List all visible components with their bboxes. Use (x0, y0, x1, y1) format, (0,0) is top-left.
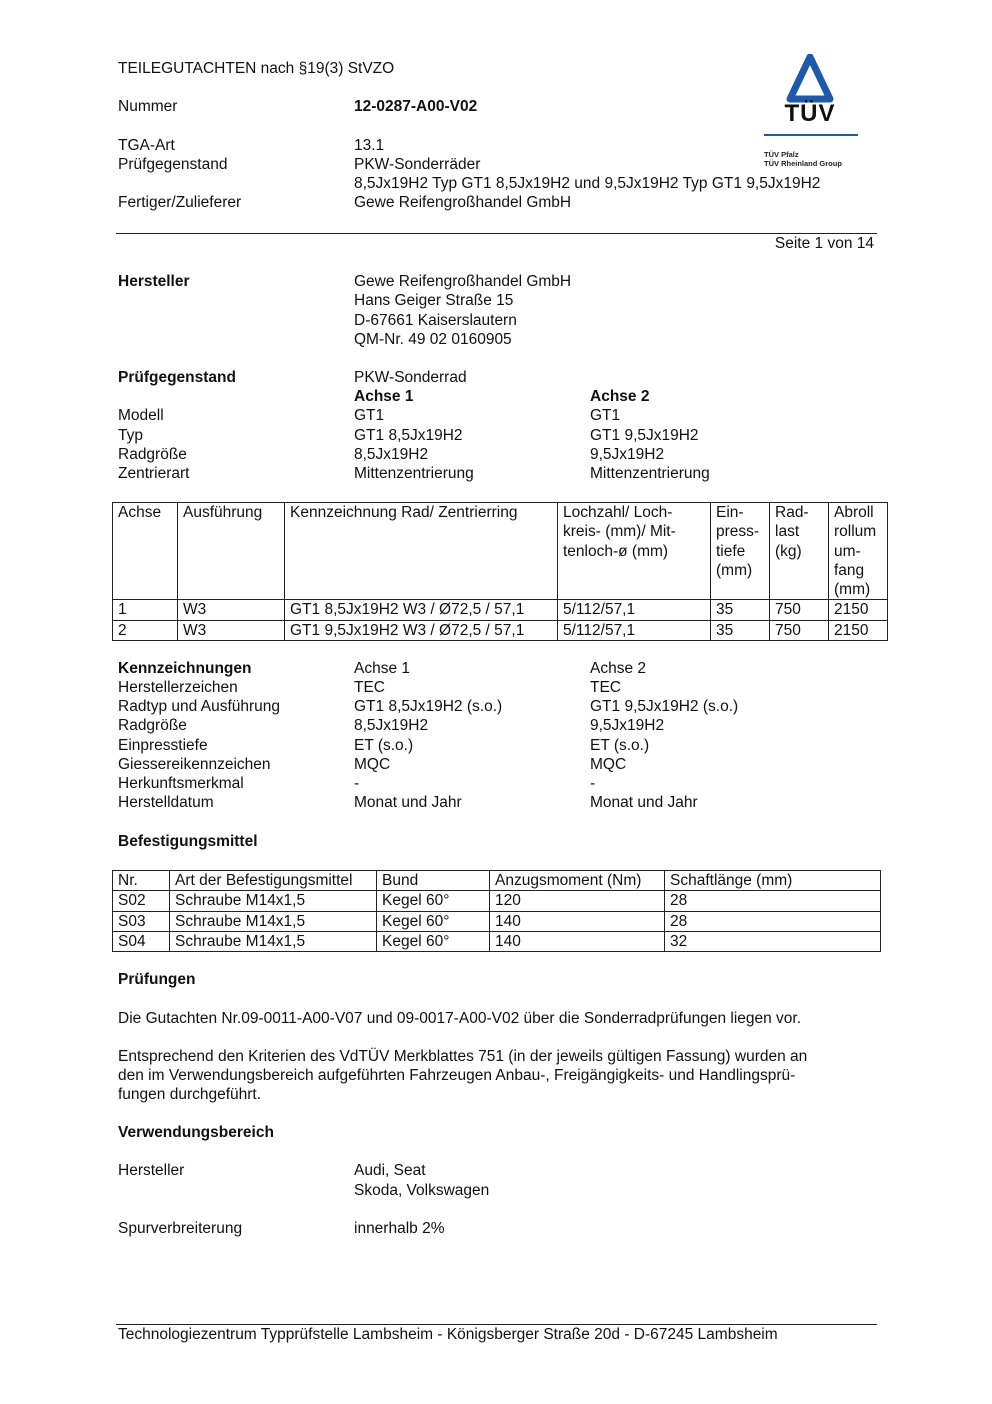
table-cell: 750 (770, 600, 829, 620)
table-header-cell: Achse (113, 503, 178, 600)
kennz-label: Radgröße (118, 717, 187, 734)
spurverbreiterung-label: Spurverbreiterung (118, 1220, 243, 1237)
befestigung-table (112, 870, 881, 952)
table-header-cell: Art der Befestigungsmittel (170, 871, 377, 891)
modell-achse2: GT1 (590, 407, 621, 424)
table-header-cell: Abroll rollum um- fang (mm) (829, 503, 888, 600)
table-header-row (113, 503, 888, 600)
kennz-achse2: GT1 9,5Jx19H2 (s.o.) (590, 698, 739, 715)
table-cell: 750 (770, 620, 829, 640)
table-row (113, 911, 881, 931)
table-cell: Schraube M14x1,5 (170, 931, 377, 951)
zentrierart-achse2: Mittenzentrierung (590, 465, 710, 482)
document-title: TEILEGUTACHTEN nach §19(3) StVZO (118, 60, 395, 77)
table-header-cell: Nr. (113, 871, 170, 891)
modell-label: Modell (118, 407, 164, 424)
table-cell: 5/112/57,1 (558, 600, 711, 620)
nummer-label: Nummer (118, 98, 178, 115)
kennz-label: Herstellerzeichen (118, 679, 238, 696)
table-header-cell: Lochzahl/ Loch- kreis- (mm)/ Mit- tenloch-ø (mm) (558, 503, 711, 600)
kennz-achse1: - (354, 775, 360, 792)
table-header-cell: Bund (377, 871, 490, 891)
tuev-logo-sub1: TÜV Pfalz (764, 150, 799, 159)
radgroesse-label: Radgröße (118, 446, 187, 463)
table-cell: 140 (490, 911, 665, 931)
fertiger-label: Fertiger/Zulieferer (118, 194, 242, 211)
table-cell: S02 (113, 891, 170, 911)
kennz-achse2-heading: Achse 2 (590, 660, 647, 677)
kennz-achse2: 9,5Jx19H2 (590, 717, 665, 734)
kennzeichnungen-heading: Kennzeichnungen (118, 660, 252, 677)
table-cell: 2 (113, 620, 178, 640)
achse2-heading: Achse 2 (590, 388, 650, 405)
table-row (113, 891, 881, 911)
table-header-cell: Ein- press- tiefe (mm) (711, 503, 770, 600)
footer-text: Technologiezentrum Typprüfstelle Lambsheim - Königsberger Straße 20d - D-67245 Lambsheim (118, 1326, 778, 1343)
table-cell: Schraube M14x1,5 (170, 911, 377, 931)
pruefungen-heading: Prüfungen (118, 971, 196, 988)
table-header-row (113, 871, 881, 891)
table-cell: 28 (665, 891, 881, 911)
zentrierart-achse1: Mittenzentrierung (354, 465, 474, 482)
hersteller-heading: Hersteller (118, 273, 190, 290)
table-cell: S03 (113, 911, 170, 931)
kennz-achse2: Monat und Jahr (590, 794, 698, 811)
befestigung-heading: Befestigungsmittel (118, 833, 258, 850)
kennz-achse1: Monat und Jahr (354, 794, 462, 811)
kennz-achse1: GT1 8,5Jx19H2 (s.o.) (354, 698, 503, 715)
table-cell: 5/112/57,1 (558, 620, 711, 640)
verwendung-hersteller-line: Audi, Seat (354, 1162, 426, 1179)
table-cell: Kegel 60° (377, 931, 490, 951)
radgroesse-achse2: 9,5Jx19H2 (590, 446, 665, 463)
kennz-achse2: TEC (590, 679, 621, 696)
tga-art-value: 13.1 (354, 137, 385, 154)
table-cell: 35 (711, 620, 770, 640)
table-cell: 2150 (829, 620, 888, 640)
page-info: Seite 1 von 14 (774, 235, 874, 252)
tuev-triangle-icon (760, 54, 860, 104)
table-cell: 1 (113, 600, 178, 620)
tuev-logo-sub2: TÜV Rheinland Group (764, 159, 842, 168)
tuev-logo (760, 54, 860, 172)
verwendung-hersteller-line: Skoda, Volkswagen (354, 1182, 490, 1199)
hersteller-line: Hans Geiger Straße 15 (354, 292, 514, 309)
table-header-cell: Schaftlänge (mm) (665, 871, 881, 891)
fertiger-value: Gewe Reifengroßhandel GmbH (354, 194, 572, 211)
kennz-label: Giessereikennzeichen (118, 756, 271, 773)
nummer-value: 12-0287-A00-V02 (354, 98, 478, 115)
table-cell: GT1 9,5Jx19H2 W3 / Ø72,5 / 57,1 (285, 620, 558, 640)
table-header-cell: Kennzeichnung Rad/ Zentrierring (285, 503, 558, 600)
tga-art-label: TGA-Art (118, 137, 175, 154)
kennz-achse2: - (590, 775, 596, 792)
hersteller-line: D-67661 Kaiserslautern (354, 312, 517, 329)
verwendung-heading: Verwendungsbereich (118, 1124, 274, 1141)
radgroesse-achse1: 8,5Jx19H2 (354, 446, 429, 463)
table-cell: Kegel 60° (377, 911, 490, 931)
tuev-logo-word: TÜV (784, 100, 836, 127)
pruefungen-paragraph-2-line: Entsprechend den Kriterien des VdTÜV Merkblattes 751 (in der jeweils gültigen Fassung) wurden an (118, 1048, 808, 1065)
pruefgegenstand-detail: 8,5Jx19H2 Typ GT1 8,5Jx19H2 und 9,5Jx19H2 Typ GT1 9,5Jx19H2 (354, 175, 821, 192)
table-cell: 28 (665, 911, 881, 931)
table-cell: 120 (490, 891, 665, 911)
table-cell: S04 (113, 931, 170, 951)
table-cell: 32 (665, 931, 881, 951)
table-header-cell: Rad- last (kg) (770, 503, 829, 600)
header-divider (116, 233, 877, 234)
table-row (113, 931, 881, 951)
kennz-label: Herkunftsmerkmal (118, 775, 244, 792)
table-cell: Schraube M14x1,5 (170, 891, 377, 911)
pruefungen-paragraph-2-line: fungen durchgeführt. (118, 1086, 262, 1103)
hersteller-line: QM-Nr. 49 02 0160905 (354, 331, 512, 348)
pruefgegenstand-heading: Prüfgegenstand (118, 369, 236, 386)
kennz-achse1-heading: Achse 1 (354, 660, 411, 677)
kennz-achse2: ET (s.o.) (590, 737, 650, 754)
pruefgegenstand-label: Prüfgegenstand (118, 156, 228, 173)
table-cell: 2150 (829, 600, 888, 620)
table-cell: 140 (490, 931, 665, 951)
typ-achse1: GT1 8,5Jx19H2 (354, 427, 463, 444)
hersteller-line: Gewe Reifengroßhandel GmbH (354, 273, 572, 290)
spurverbreiterung-value: innerhalb 2% (354, 1220, 445, 1237)
table-row (113, 600, 888, 620)
kennz-label: Einpresstiefe (118, 737, 208, 754)
kennz-achse1: 8,5Jx19H2 (354, 717, 429, 734)
table-header-cell: Anzugsmoment (Nm) (490, 871, 665, 891)
modell-achse1: GT1 (354, 407, 385, 424)
kennz-label: Radtyp und Ausführung (118, 698, 281, 715)
tuev-logo-line (764, 134, 858, 136)
pruefungen-paragraph-2-line: den im Verwendungsbereich aufgeführten Fahrzeugen Anbau-, Freigängigkeits- und Handlingsprü- (118, 1067, 796, 1084)
kennz-achse2: MQC (590, 756, 627, 773)
table-cell: 35 (711, 600, 770, 620)
kennz-achse1: TEC (354, 679, 385, 696)
table-cell: W3 (178, 600, 285, 620)
table-cell: Kegel 60° (377, 891, 490, 911)
pruefgegenstand-type: PKW-Sonderrad (354, 369, 467, 386)
table-cell: W3 (178, 620, 285, 640)
kennz-achse1: MQC (354, 756, 391, 773)
pruefungen-paragraph-1: Die Gutachten Nr.09-0011-A00-V07 und 09-0017-A00-V02 über die Sonderradprüfungen liegen vor. (118, 1010, 802, 1027)
verwendung-hersteller-label: Hersteller (118, 1162, 185, 1179)
table-cell: GT1 8,5Jx19H2 W3 / Ø72,5 / 57,1 (285, 600, 558, 620)
table-header-cell: Ausführung (178, 503, 285, 600)
pruefgegenstand-value: PKW-Sonderräder (354, 156, 481, 173)
kennz-label: Herstelldatum (118, 794, 214, 811)
table-row (113, 620, 888, 640)
rad-table (112, 502, 888, 641)
kennz-achse1: ET (s.o.) (354, 737, 414, 754)
achse1-heading: Achse 1 (354, 388, 414, 405)
typ-achse2: GT1 9,5Jx19H2 (590, 427, 699, 444)
typ-label: Typ (118, 427, 143, 444)
zentrierart-label: Zentrierart (118, 465, 190, 482)
